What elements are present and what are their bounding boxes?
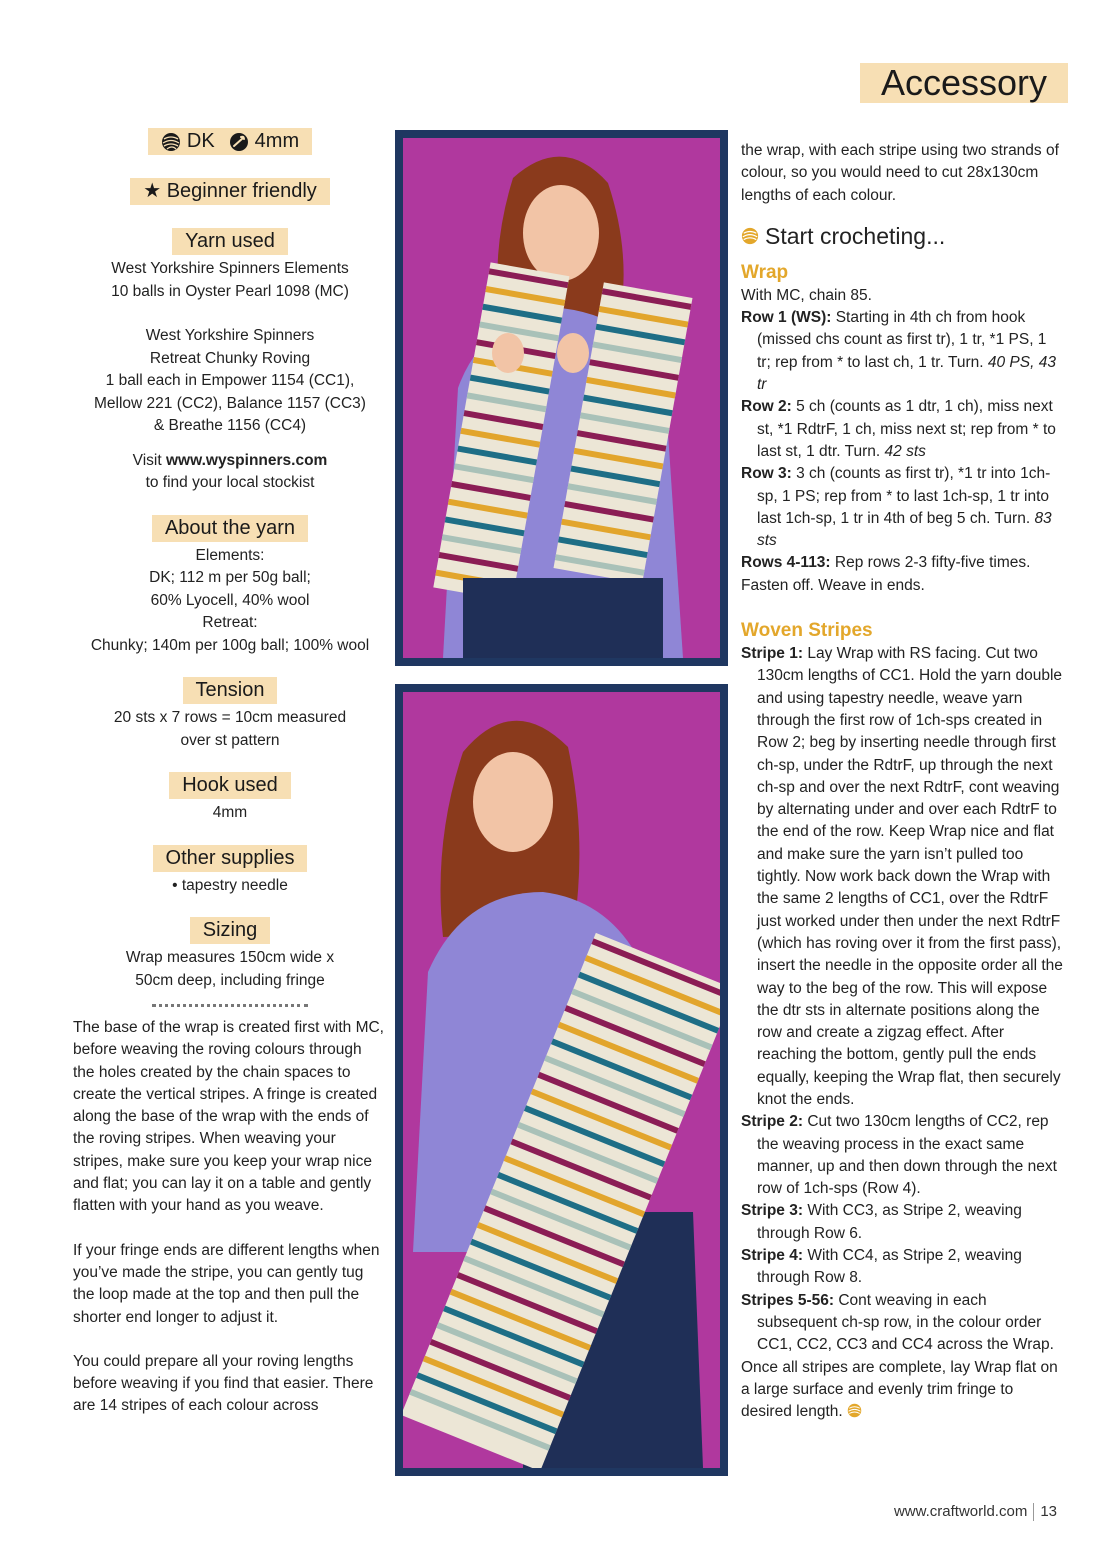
stripe-row: Stripe 1: Lay Wrap with RS facing. Cut two 130cm lengths of CC1. Hold the yarn double and using tapestry needle, weave yarn through the first row of 1ch-sps created in Row 2; beg by inserting needle through first ch-sp, under the RdtrF, up through the next ch-sp and over the next RdtrF, cont weaving by alternating under and over each RdtrF to the end of the row. Keep Wrap nice and flat and make sure the yarn isn’t pulled too tightly. Now work back down the Wrap with the same 2 lengths of CC1, over the RdtrF just worked under then under the next RdtrF (which has roving over it from the first pass), insert the needle in the opposite order all the way to the beg of the row. This will expose the dtr sts in alternate positions along the row and create a zigzag effect. After reaching the bottom, gently pull the ends equally, keeping the Wrap flat, then securely knot the ends. bbox=[741, 645, 1063, 1108]
footer-website[interactable]: www.craftworld.com bbox=[893, 1503, 1028, 1520]
other-supplies-value: • tapestry needle bbox=[172, 876, 288, 894]
stripe-row: Stripe 2: Cut two 130cm lengths of CC2, rep the weaving process in the exact same manner, up and then down through the next row of 1ch-sps (Row 4). bbox=[741, 1113, 1057, 1198]
spec-level bbox=[70, 178, 390, 208]
info-line: 50cm deep, including fringe bbox=[135, 971, 325, 989]
instruction-row: Rows 4-113: Rep rows 2-3 fifty-five times. Fasten off. Weave in ends. bbox=[741, 554, 1031, 594]
sizing-heading: Sizing bbox=[190, 917, 270, 944]
start-crocheting-heading bbox=[741, 221, 1063, 251]
info-line: Chunky; 140m per 100g ball; 100% wool bbox=[90, 636, 370, 654]
dotted-divider bbox=[152, 1004, 308, 1007]
footer-divider bbox=[1033, 1503, 1034, 1521]
instruction-row: Row 1 (WS): Starting in 4th ch from hook (missed chs count as first tr), 1 tr, *1 PS, 1 tr; rep from * to last ch, 1 tr. Turn. 40 PS, 43 tr bbox=[741, 309, 1056, 394]
yarn-hook-badge bbox=[148, 128, 312, 155]
level-badge bbox=[130, 178, 330, 205]
info-line: 1 ball each in Empower 1154 (CC1), bbox=[105, 372, 355, 389]
visit-prefix: Visit bbox=[132, 451, 162, 469]
info-line: DK; 112 m per 50g ball; bbox=[149, 569, 311, 586]
visit-suffix: to find your local stockist bbox=[145, 474, 315, 491]
about-yarn-block bbox=[70, 545, 390, 658]
page-footer bbox=[894, 1503, 1057, 1521]
star-icon: ★ bbox=[143, 180, 162, 202]
stripe-instructions bbox=[741, 643, 1063, 1423]
instruction-row: Row 3: 3 ch (counts as first tr), *1 tr into 1ch-sp, 1 PS; rep from * to last 1ch-sp, 1 tr into last 1ch-sp, 1 tr in 4th of beg 5 ch. Turn. 83 sts bbox=[741, 465, 1052, 550]
stripe-row: Stripe 4: With CC4, as Stripe 2, weaving through Row 8. bbox=[741, 1247, 1022, 1287]
info-line: 20 sts x 7 rows = 10cm measured bbox=[113, 709, 347, 726]
intro-paragraph: If your fringe ends are different lengths when you’ve made the stripe, you can gently tug the loop made at the top and then pull the shorter end longer to adjust it. bbox=[73, 1241, 380, 1326]
about-yarn-heading: About the yarn bbox=[152, 515, 308, 542]
intro-paragraph: The base of the wrap is created first with MC, before weaving the roving colours through the holes created by the chain spaces to create the vertical stripes. A fringe is created along the base of the wrap with the ends of the roving stripes. When weaving your stripes, make sure you keep your wrap nice and flat; you can lay it on a table and gently flatten with your hand as you weave. bbox=[73, 1019, 384, 1215]
pattern-info-column bbox=[70, 128, 390, 1418]
info-line: 60% Lyocell, 40% wool bbox=[150, 591, 310, 609]
yarn-ball-icon bbox=[161, 132, 181, 152]
info-line: Retreat: bbox=[202, 614, 258, 631]
tension-block bbox=[70, 707, 390, 752]
other-supplies-heading: Other supplies bbox=[153, 845, 308, 872]
hook-size: 4mm bbox=[254, 130, 300, 152]
info-line: Retreat Chunky Roving bbox=[149, 349, 311, 367]
intro-paragraph: You could prepare all your roving lengths before weaving if you find that easier. There are 14 stripes of each colour across bbox=[73, 1352, 374, 1415]
wrap-intro: With MC, chain 85. bbox=[741, 286, 872, 304]
yarn-used-heading: Yarn used bbox=[172, 228, 288, 255]
info-line: Elements: bbox=[195, 546, 265, 564]
info-line: & Breathe 1156 (CC4) bbox=[153, 417, 307, 434]
hook-used-heading: Hook used bbox=[169, 772, 291, 799]
yarn-used-block-2 bbox=[70, 325, 390, 438]
info-line: 10 balls in Oyster Pearl 1098 (MC) bbox=[111, 282, 349, 300]
info-line: Wrap measures 150cm wide x bbox=[125, 949, 335, 966]
hook-used-value: 4mm bbox=[212, 804, 248, 821]
stockist-link[interactable]: www.wyspinners.com bbox=[165, 451, 328, 469]
continuation-text: the wrap, with each stripe using two strands of colour, so you would need to cut 28x130cm lengths of each colour. bbox=[741, 142, 1059, 204]
wrap-instructions bbox=[741, 285, 1063, 597]
yarn-ball-icon bbox=[741, 227, 759, 245]
info-line: Mellow 221 (CC2), Balance 1157 (CC3) bbox=[94, 394, 366, 412]
photo-illustration bbox=[403, 692, 720, 1468]
model-photo-bottom bbox=[395, 684, 728, 1476]
instruction-row: Row 2: 5 ch (counts as 1 dtr, 1 ch), miss next st, *1 RdtrF, 1 ch, miss next st; rep from * to last st, 1 dtr. Turn. 42 sts bbox=[741, 398, 1056, 460]
tension-heading: Tension bbox=[183, 677, 278, 704]
section-tag: Accessory bbox=[860, 63, 1068, 103]
yarn-ball-icon bbox=[847, 1403, 862, 1418]
stripe-row: Stripe 3: With CC3, as Stripe 2, weaving through Row 6. bbox=[741, 1202, 1022, 1242]
yarn-used-block-1 bbox=[70, 258, 390, 303]
closing-text: Once all stripes are complete, lay Wrap flat on a large surface and evenly trim fringe to desired length. bbox=[741, 1358, 1058, 1421]
level-label: Beginner friendly bbox=[166, 180, 317, 202]
hook-icon bbox=[229, 132, 249, 152]
intro-text bbox=[73, 1017, 387, 1418]
stripe-row: Stripes 5-56: Cont weaving in each subsequent ch-sp row, in the colour order CC1, CC2, CC3 and CC4 across the Wrap. bbox=[741, 1291, 1054, 1354]
info-line: West Yorkshire Spinners Elements bbox=[111, 260, 349, 277]
wrap-heading: Wrap bbox=[741, 261, 789, 283]
yarn-weight: DK bbox=[186, 130, 215, 152]
spec-yarn-hook bbox=[70, 128, 390, 158]
info-line: West Yorkshire Spinners bbox=[145, 327, 315, 344]
woven-stripes-heading: Woven Stripes bbox=[741, 620, 873, 642]
page-number: 13 bbox=[1040, 1503, 1057, 1520]
instructions-column bbox=[741, 140, 1063, 1423]
model-photo-top bbox=[395, 130, 728, 666]
start-heading-text: Start crocheting... bbox=[765, 222, 946, 249]
photo-illustration bbox=[403, 138, 720, 658]
sizing-block bbox=[70, 947, 390, 992]
info-line: over st pattern bbox=[180, 731, 280, 749]
stockist-note bbox=[70, 450, 390, 495]
